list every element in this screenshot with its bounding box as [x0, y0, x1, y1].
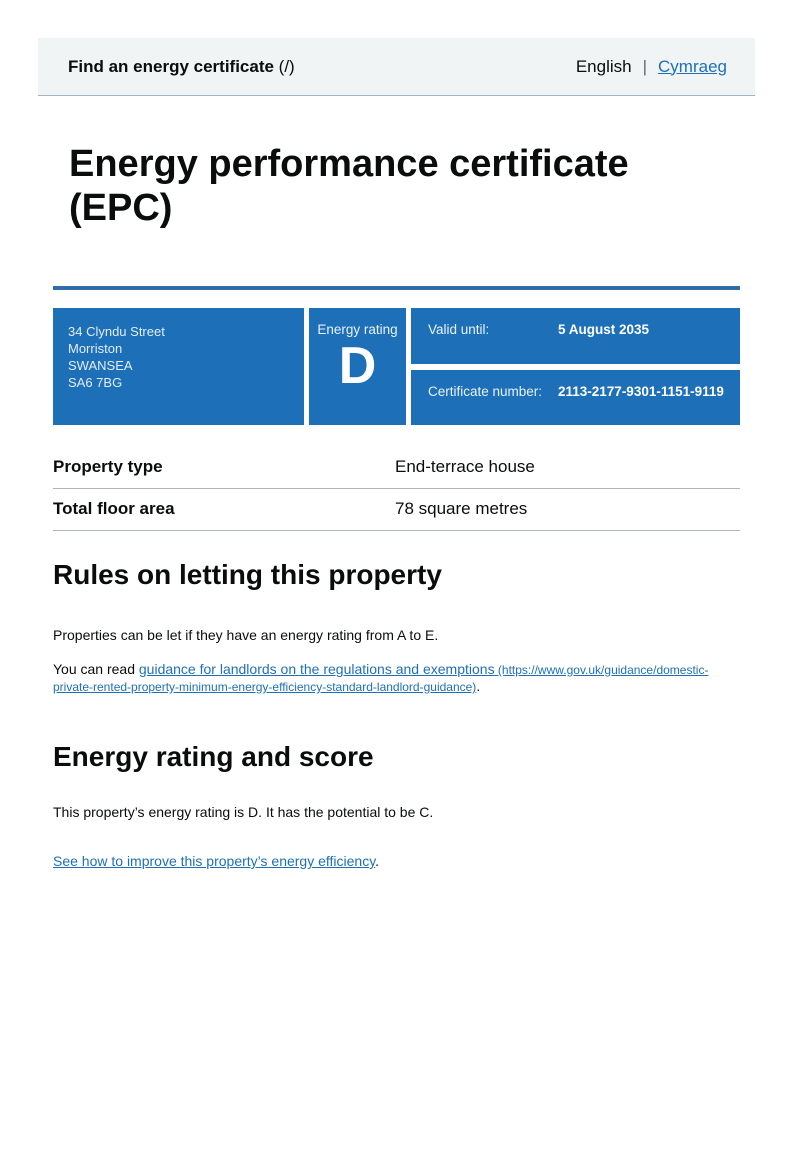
landlord-guidance-link[interactable] — [53, 661, 708, 694]
address-line-1: 34 Clyndu Street — [68, 324, 165, 339]
valid-until-value: 5 August 2035 — [558, 322, 650, 337]
language-link-cymraeg[interactable]: Cymraeg — [658, 56, 727, 76]
site-title-text: Find an energy certificate — [68, 56, 274, 76]
energy-rating-score-section — [53, 741, 740, 869]
property-type-value: End-terrace house — [395, 457, 535, 476]
guidance-prefix: You can read — [53, 661, 139, 677]
main-content — [53, 142, 740, 869]
site-title-href-suffix: (/) — [273, 56, 295, 76]
rules-section-heading: Rules on letting this property — [53, 559, 442, 590]
address-line-3: SWANSEA — [68, 358, 133, 373]
total-floor-area-label: Total floor area — [53, 499, 175, 518]
language-current: English — [575, 56, 632, 76]
rules-paragraph: Properties can be let if they have an energy rating from A to E. — [53, 627, 439, 643]
valid-until-row — [411, 308, 740, 364]
language-divider: | — [642, 56, 648, 76]
table-row-property-type — [53, 447, 740, 489]
landlord-guidance-link-url: (https://www.gov.uk/guidance/domestic-private-rented-property-minimum-energy-efficiency-standard-landlord-guidance) — [53, 663, 709, 694]
certificate-summary-box — [53, 308, 740, 425]
language-switcher — [576, 57, 727, 77]
certificate-number-value: 2113-2177-9301-1151-9119 — [558, 383, 724, 399]
rules-on-letting-section — [53, 559, 740, 695]
guidance-paragraph — [53, 661, 740, 695]
energy-rating-paragraph: This property’s energy rating is D. It has the potential to be C. — [53, 804, 434, 820]
valid-until-label: Valid until: — [428, 322, 490, 337]
section-divider-rule — [53, 286, 740, 290]
improve-efficiency-suffix: . — [375, 853, 380, 869]
table-row-total-floor-area — [53, 489, 740, 531]
property-type-label: Property type — [53, 457, 163, 476]
property-summary-table — [53, 447, 740, 531]
energy-rating-label: Energy rating — [317, 322, 398, 337]
improve-efficiency-paragraph — [53, 853, 740, 869]
address-line-2: Morriston — [68, 341, 123, 356]
site-title-link[interactable] — [68, 57, 295, 77]
landlord-guidance-link-text: guidance for landlords on the regulations and exemptions — [138, 661, 495, 677]
guidance-suffix: . — [476, 678, 481, 694]
energy-section-heading: Energy rating and score — [53, 741, 374, 772]
total-floor-area-value: 78 square metres — [395, 499, 528, 518]
site-header — [38, 38, 755, 96]
property-address — [53, 308, 304, 425]
certificate-number-row — [411, 370, 740, 426]
certificate-number-label: Certificate number: — [428, 383, 543, 399]
page-title: Energy performance certificate (EPC) — [69, 143, 629, 229]
address-line-4: SA6 7BG — [68, 375, 123, 390]
energy-rating-panel — [309, 308, 406, 425]
energy-rating-value: D — [338, 337, 377, 395]
improve-efficiency-link[interactable]: See how to improve this property’s energy efficiency — [53, 853, 376, 869]
certificate-meta-panel — [411, 308, 740, 425]
